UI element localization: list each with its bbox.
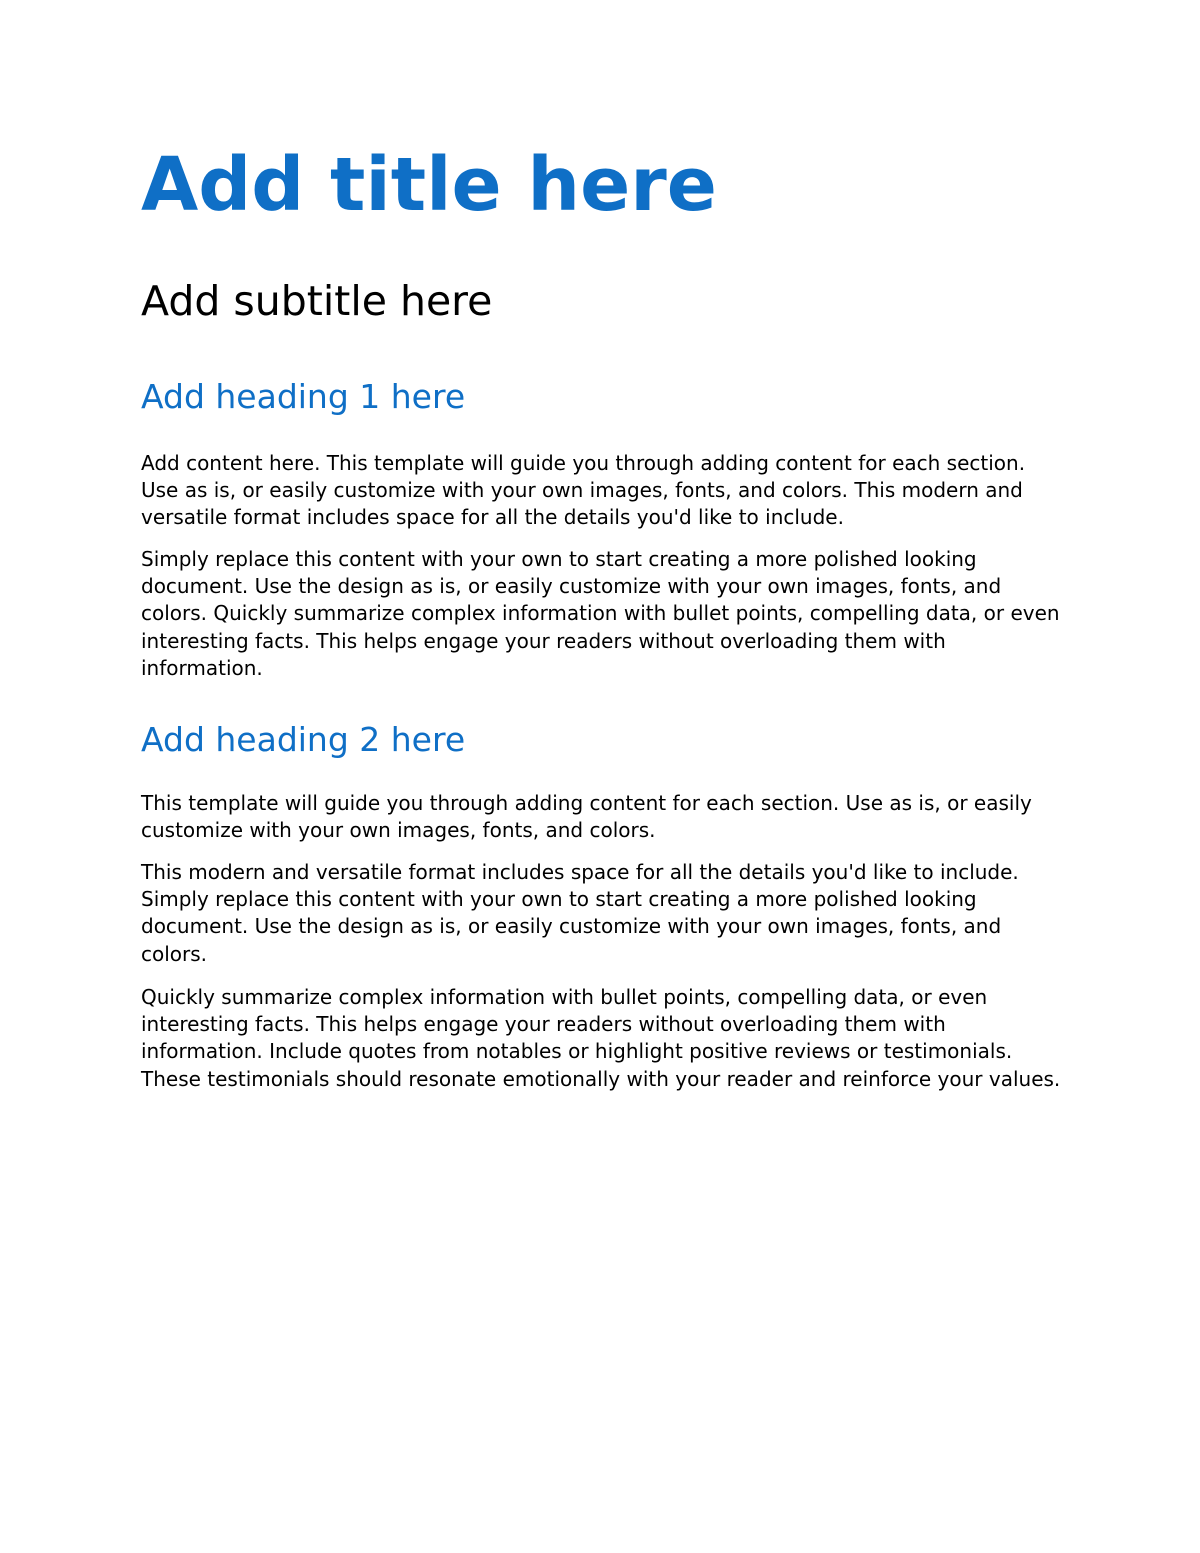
heading-1[interactable]: Add heading 1 here	[141, 377, 466, 416]
section-2-paragraph-3[interactable]: Quickly summarize complex information with bullet points, compelling data, or even interesting facts. This helps engage your readers without overloading them with information. Include quotes from notables or highlight positive reviews or testimonials. These testimonials should resonate emotionally with your reader and reinforce your values.	[141, 985, 1061, 1091]
section-1-paragraph-1[interactable]: Add content here. This template will guide you through adding content for each section. Use as is, or easily customize with your own images, fonts, and colors. This modern and versatile format includes space for all the details you'd like to include.	[141, 451, 1026, 530]
section-1-paragraph-2[interactable]: Simply replace this content with your own to start creating a more polished looking document. Use the design as is, or easily customize with your own images, fonts, and colors. Quickly summarize complex information with bullet points, compelling data, or even interesting facts. This helps engage your readers without overloading them with information.	[141, 547, 1060, 680]
heading-2[interactable]: Add heading 2 here	[141, 720, 466, 759]
section-2-paragraph-2[interactable]: This modern and versatile format includes space for all the details you'd like to include. Simply replace this content with your own to start creating a more polished looking document. Use the design as is, or easily customize with your own images, fonts, and colors.	[141, 860, 1019, 966]
document-subtitle[interactable]: Add subtitle here	[141, 277, 493, 325]
document-title[interactable]: Add title here	[141, 142, 717, 228]
section-2-paragraph-1[interactable]: This template will guide you through adding content for each section. Use as is, or easily customize with your own images, fonts, and colors.	[141, 791, 1032, 843]
